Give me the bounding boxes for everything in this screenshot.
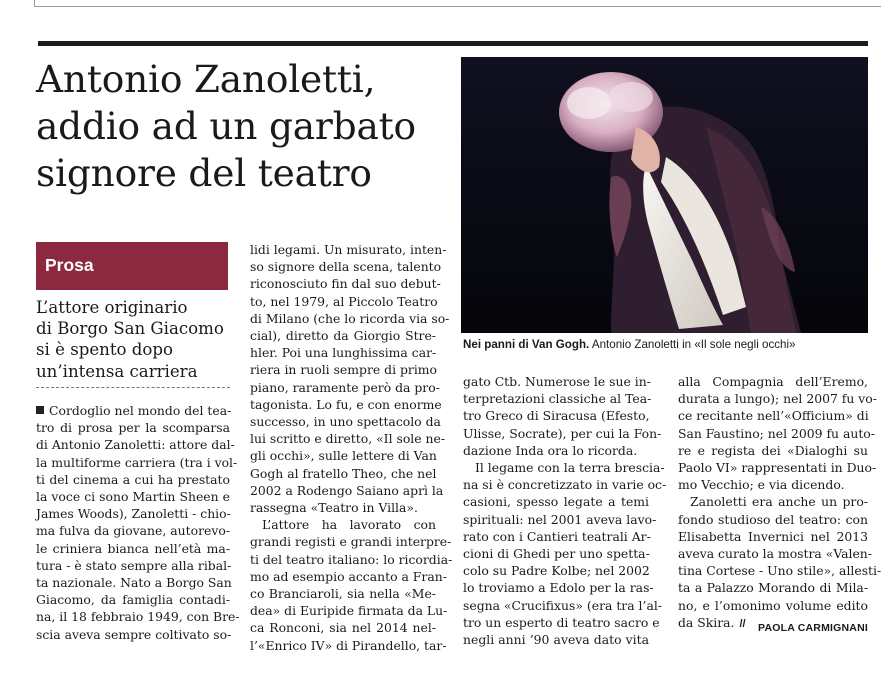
body-line: mo ad esempio accanto a Fran- (250, 568, 447, 584)
body-line: Ulisse, Socrate), per cui la Fon- (463, 425, 662, 441)
body-line: Paolo VI» rappresentati in Duo- (678, 460, 877, 476)
body-line: re e regista dei «Dialoghi su (678, 442, 868, 458)
body-line: successo, in uno spettacolo da (250, 414, 441, 430)
body-line: mo Vecchio; e via dicendo. (678, 477, 845, 493)
body-line: da Skira. (678, 614, 735, 630)
body-line: Giacomo, da famiglia contadi- (36, 592, 230, 608)
body-line: la voce ci sono Martin Sheen e (36, 489, 230, 505)
byline: PAOLA CARMIGNANI (758, 622, 868, 634)
body-line: dazione Inda ora lo ricorda. (463, 442, 638, 458)
body-line: rassegna «Teatro in Villa». (250, 500, 418, 516)
body-line: di Milano (che lo ricorda via so- (250, 310, 450, 326)
body-line: cioni di Ghedi per uno spetta- (463, 546, 650, 562)
top-rule (38, 41, 868, 46)
body-line: no, e l’omonimo volume edito (678, 597, 868, 613)
body-line: Cordoglio nel mondo del tea- (49, 403, 232, 418)
body-line: so signore della scena, talento (250, 259, 442, 275)
body-line: le criniera bianca nell’età ma- (36, 540, 230, 556)
body-line: ce recitante nell’«Officium» di (678, 408, 869, 424)
body-line: durata a lungo); nel 2007 fu vo- (678, 391, 877, 407)
body-line: casioni, spesso legate a temi (463, 494, 649, 510)
body-line: aveva curato la mostra «Valen- (678, 546, 872, 562)
body-line: Elisabetta Invernici nel 2013 (678, 528, 868, 544)
body-line: l’«Enrico IV» di Pirandello, tar- (250, 637, 447, 653)
body-line: James Woods), Zanoletti - chio- (36, 506, 231, 522)
body-column-4 (678, 373, 881, 633)
body-line: ca Ronconi, sia nel 2014 nel- (250, 620, 436, 636)
body-line: co Branciaroli, sia nella «Me- (250, 586, 436, 602)
body-line: riconosciuto fin dal suo debut- (250, 276, 441, 292)
photo-caption (463, 338, 868, 351)
body-line: San Faustino; nel 2009 fu auto- (678, 425, 875, 441)
body-line: 2002 a Rodengo Saiano aprì la (250, 482, 444, 498)
body-line: ma fulva da giovane, autorevo- (36, 523, 230, 539)
body-line: tro di prosa per la scomparsa (36, 420, 230, 436)
body-line: dea» di Euripide firmata da Lu- (250, 603, 448, 619)
body-line: spirituali: nel 2001 aveva lavo- (463, 511, 657, 527)
body-line: tina Cortese - Uno stile», allesti- (678, 563, 881, 579)
subheadline-line: L’attore originario (36, 298, 188, 317)
body-line: segna «Crucifixus» (era tra l’al- (463, 597, 662, 613)
section-tag-label: Prosa (45, 255, 94, 275)
paragraph-bullet-icon (36, 406, 44, 414)
body-line: negli anni ’90 aveva dato vita (463, 632, 649, 648)
body-line: colo su Padre Kolbe; nel 2002 (463, 563, 650, 579)
photo-caption-lead: Nei panni di Van Gogh. (463, 338, 590, 351)
end-mark: // (739, 617, 746, 630)
headline (36, 56, 456, 197)
body-line: tro Greco di Siracusa (Efesto, (463, 408, 650, 424)
body-line: gli occhi», sulle lettere di Van (250, 448, 437, 464)
body-line: na si è concretizzato in varie oc- (463, 477, 667, 493)
body-line: L’attore ha lavorato con (262, 517, 436, 533)
body-line: ti del cinema a cui ha prestato (36, 471, 230, 487)
body-line: hler. Poi una lunghissima car- (250, 345, 437, 361)
body-line: scia aveva sempre coltivato so- (36, 626, 232, 642)
body-line: ta nazionale. Nato a Borgo San (36, 575, 232, 591)
body-column-3 (463, 373, 667, 648)
body-column-2 (250, 241, 453, 654)
body-line: riera in ruoli sempre di primo (250, 362, 438, 378)
body-column-1 (36, 402, 240, 643)
body-line: ti del teatro italiano: lo ricordia- (250, 551, 453, 567)
body-line: tura - è stato sempre alla ribal- (36, 557, 232, 573)
subheadline-divider (36, 387, 230, 388)
body-line: lidi legami. Un misurato, inten- (250, 242, 447, 257)
article-photo (461, 57, 868, 333)
body-line: lo troviamo a Edolo per la ras- (463, 580, 654, 596)
top-frame-border (34, 0, 881, 7)
body-line: gato Ctb. Numerose le sue in- (463, 374, 651, 389)
body-line: grandi registi e grandi interpre- (250, 534, 452, 550)
body-line: ta a Palazzo Morando di Mila- (678, 580, 868, 596)
body-line: tagonista. Lo fu, e con enorme (250, 396, 442, 412)
subheadline-line: di Borgo San Giacomo (36, 319, 224, 339)
body-line: cial), diretto da Giorgio Stre- (250, 328, 436, 344)
body-line: terpretazioni classiche al Tea- (463, 391, 652, 407)
body-line: fondo studioso del teatro: con (678, 511, 868, 527)
body-line: di Antonio Zanoletti: attore dal- (36, 437, 235, 453)
body-line: Gogh al fratello Theo, che nel (250, 465, 437, 481)
subheadline-line: si è spento dopo (36, 340, 173, 360)
body-line: lui scritto e diretto, «Il sole ne- (250, 431, 446, 447)
subheadline-line: un’intensa carriera (36, 361, 198, 381)
body-line: piano, raramente però da pro- (250, 379, 440, 395)
body-line: alla Compagnia dell’Eremo, (678, 374, 868, 389)
body-line: la multiforme carriera (tra i vol- (36, 454, 238, 470)
photo-actor-illustration (461, 57, 868, 333)
subheadline (36, 297, 231, 382)
body-line: Il legame con la terra brescia- (475, 460, 665, 476)
headline-line: Antonio Zanoletti, (36, 57, 376, 101)
body-line: to, nel 1979, al Piccolo Teatro (250, 293, 438, 309)
body-line: tro un esperto di teatro sacro e (463, 614, 660, 630)
headline-line: addio ad un garbato (36, 104, 416, 148)
section-tag (36, 242, 228, 290)
body-line: rato con i Cantieri teatrali Ar- (463, 528, 651, 544)
body-line: na, il 18 febbraio 1949, con Bre- (36, 609, 240, 625)
body-line: Zanoletti era anche un pro- (690, 494, 868, 510)
headline-line: signore del teatro (36, 151, 372, 195)
photo-caption-text: Antonio Zanoletti in «Il sole negli occhi» (589, 338, 796, 351)
